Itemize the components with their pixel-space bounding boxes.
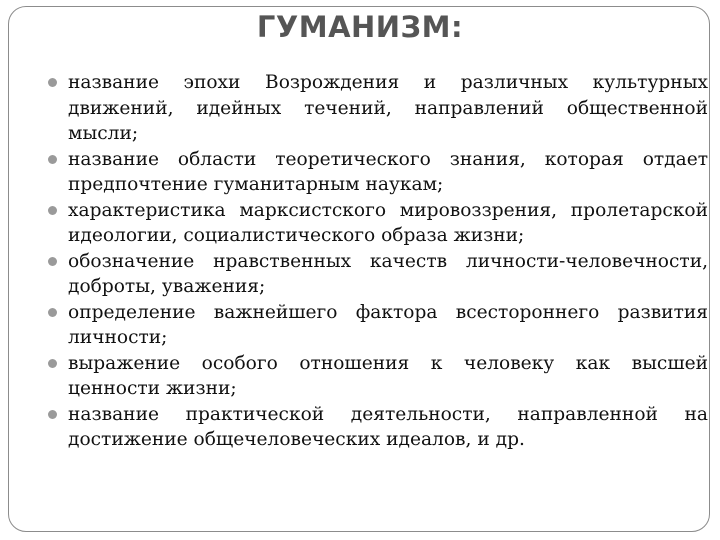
- bullet-icon: [48, 78, 57, 87]
- bullet-icon: [48, 359, 57, 368]
- bullet-icon: [48, 206, 57, 215]
- list-item-text: обозначение нравственных качеств личности-человечности, доброты, уважения;: [68, 250, 708, 297]
- bullet-icon: [48, 155, 57, 164]
- list-item-text: название эпохи Возрождения и различных культурных движений, идейных течений, направлений общественной мысли;: [68, 72, 708, 144]
- list-item-text: название практической деятельности, направленной на достижение общечеловеческих идеалов, и др.: [68, 403, 708, 450]
- list-item-text: определение важнейшего фактора всестороннего развития личности;: [68, 301, 708, 348]
- list-item-text: характеристика марксистского мировоззрения, пролетарской идеологии, социалистического образа жизни;: [68, 199, 708, 246]
- list-item-text: выражение особого отношения к человеку как высшей ценности жизни;: [68, 352, 708, 399]
- bullet-icon: [48, 257, 57, 266]
- list-item: [48, 147, 708, 198]
- list-item: [48, 249, 708, 300]
- list-item: [48, 198, 708, 249]
- bullet-icon: [48, 410, 57, 419]
- list-item: [48, 402, 708, 453]
- slide-title: ГУМАНИЗМ:: [256, 10, 464, 44]
- bullet-icon: [48, 308, 57, 317]
- bullet-list: [48, 70, 708, 453]
- list-item: [48, 300, 708, 351]
- list-item: [48, 351, 708, 402]
- list-item-text: название области теоретического знания, которая отдает предпочтение гуманитарным наукам;: [68, 148, 708, 195]
- list-item: [48, 70, 708, 147]
